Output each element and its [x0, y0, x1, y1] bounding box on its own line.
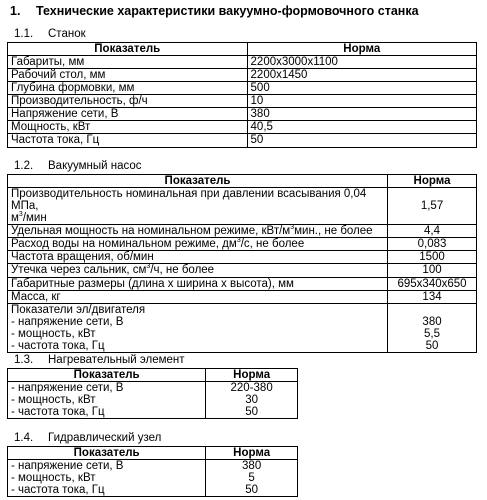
cell-value: 10 [247, 95, 476, 108]
section-title: Гидравлический узел [48, 432, 162, 444]
column-header: Показатель [8, 43, 248, 56]
label-text: Удельная мощность на номинальном режиме, кВт/м [11, 225, 291, 238]
table-header-row [8, 43, 477, 56]
cell-value [206, 382, 298, 419]
table-row [8, 56, 477, 69]
column-header: Норма [206, 447, 298, 460]
section-heading-vacuum-pump [14, 160, 142, 172]
label-line: - мощность, кВт [11, 472, 96, 485]
section-number: 1.1. [14, 28, 34, 40]
cell-value: 100 [388, 264, 477, 277]
section-number: 1.2. [14, 160, 34, 172]
value-line: 30 [245, 394, 259, 407]
cell-value: 380 [247, 108, 476, 121]
cell-value: 4,4 [388, 225, 477, 238]
section-heading-heating-element [14, 354, 185, 366]
motor-value: 50 [425, 339, 439, 352]
cell-label: Частота тока, Гц [8, 134, 248, 147]
cell-label: Напряжение сети, В [8, 108, 248, 121]
table-row [8, 277, 477, 290]
label-sup: 3 [18, 211, 23, 219]
table-row [8, 121, 477, 134]
label-line: - напряжение сети, В [11, 460, 124, 473]
cell-label: Частота вращения, об/мин [8, 251, 388, 264]
label-text: Утечка через сальник, см [11, 264, 147, 277]
label-line: Производительность номинальная при давлении всасывания 0,04 МПа, [11, 188, 367, 213]
cell-label [8, 460, 206, 497]
cell-value: 0,083 [388, 238, 477, 251]
machine-spec-table [7, 42, 477, 148]
document-title [10, 4, 419, 18]
value-line: 50 [245, 484, 259, 497]
cell-label [8, 188, 388, 225]
label-text: /ч, не более [150, 264, 215, 277]
column-header: Показатель [8, 447, 206, 460]
cell-value [206, 460, 298, 497]
table-row [8, 108, 477, 121]
cell-label [8, 264, 388, 277]
hydraulic-unit-spec-table [7, 446, 298, 497]
label-line: - напряжение сети, В [11, 382, 124, 395]
label-line: - мощность, кВт [11, 394, 96, 407]
value-line: 220-380 [230, 382, 273, 395]
cell-label: Производительность, ф/ч [8, 95, 248, 108]
cell-value: 1500 [388, 251, 477, 264]
title-text: Технические характеристики вакуумно-формовочного станка [36, 4, 419, 18]
column-header: Норма [206, 369, 298, 382]
motor-line: - мощность, кВт [11, 327, 96, 340]
motor-line: - напряжение сети, В [11, 315, 124, 328]
heating-element-spec-table [7, 368, 298, 419]
value-line: 5 [248, 472, 255, 485]
motor-value: 5,5 [424, 327, 441, 340]
column-header: Показатель [8, 175, 388, 188]
label-text: /с, не более [240, 238, 305, 251]
table-header-row [8, 369, 298, 382]
table-row [8, 134, 477, 147]
cell-label: Глубина формовки, мм [8, 82, 248, 95]
section-title: Вакуумный насос [48, 160, 142, 172]
cell-label: Рабочий стол, мм [8, 69, 248, 82]
section-title: Станок [48, 28, 86, 40]
table-row [8, 382, 298, 419]
table-row [8, 460, 298, 497]
label-text: мин., не более [294, 225, 373, 238]
cell-label: Габаритные размеры (длина х ширина х высота), мм [8, 277, 388, 290]
label-unit: м [11, 212, 19, 225]
motor-line: - частота тока, Гц [11, 339, 105, 352]
table-header-row [8, 175, 477, 188]
cell-value: 500 [247, 82, 476, 95]
column-header: Показатель [8, 369, 206, 382]
table-row [8, 225, 477, 238]
table-row [8, 69, 477, 82]
section-heading-hydraulic-unit [14, 432, 161, 444]
label-sup: 3 [290, 224, 295, 232]
cell-value: 2200x3000x1100 [247, 56, 476, 69]
table-row [8, 264, 477, 277]
label-sup: 3 [146, 263, 151, 271]
value-line: 380 [242, 460, 262, 473]
value-line: 50 [245, 406, 259, 419]
label-text: Расход воды на номинальном режиме, дм [11, 238, 237, 251]
motor-heading: Показатели эл/двигателя [11, 303, 146, 316]
title-number: 1. [10, 4, 21, 18]
label-unit: /мин [22, 212, 47, 225]
table-row [8, 82, 477, 95]
cell-value: 695x340x650 [388, 277, 477, 290]
column-header: Норма [247, 43, 476, 56]
cell-label [8, 303, 388, 352]
table-row [8, 95, 477, 108]
label-line: - частота тока, Гц [11, 484, 105, 497]
label-line: - частота тока, Гц [11, 406, 105, 419]
section-number: 1.4. [14, 432, 34, 444]
table-row [8, 188, 477, 225]
cell-value: 50 [247, 134, 476, 147]
cell-value: 40,5 [247, 121, 476, 134]
cell-label: Масса, кг [8, 290, 388, 303]
label-sup: 3 [236, 237, 241, 245]
cell-value: 1,57 [388, 188, 477, 225]
section-title: Нагревательный элемент [48, 354, 185, 366]
table-row [8, 251, 477, 264]
cell-value: 2200x1450 [247, 69, 476, 82]
vacuum-pump-spec-table [7, 174, 477, 353]
table-row [8, 290, 477, 303]
table-row [8, 238, 477, 251]
cell-label [8, 238, 388, 251]
motor-value: 380 [422, 315, 442, 328]
cell-label: Мощность, кВт [8, 121, 248, 134]
cell-label: Габариты, мм [8, 56, 248, 69]
cell-label [8, 225, 388, 238]
cell-label [8, 382, 206, 419]
cell-value [388, 303, 477, 352]
cell-value: 134 [388, 290, 477, 303]
section-number: 1.3. [14, 354, 34, 366]
table-header-row [8, 447, 298, 460]
section-heading-machine [14, 28, 86, 40]
table-row-motor [8, 303, 477, 352]
column-header: Норма [388, 175, 477, 188]
